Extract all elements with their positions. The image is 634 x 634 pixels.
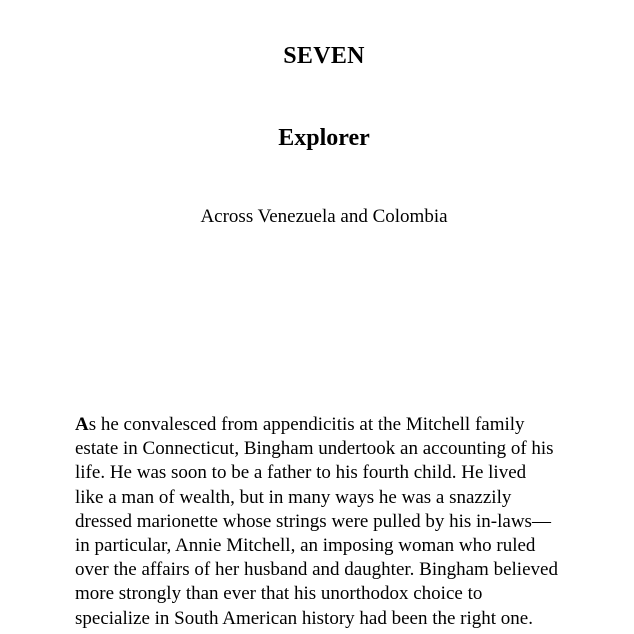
paragraph-line: like a man of wealth, but in many ways he was a snazzily <box>75 486 512 508</box>
chapter-subtitle: Across Venezuela and Colombia <box>200 206 448 227</box>
chapter-number: SEVEN <box>283 43 365 69</box>
paragraph-line: life. He was soon to be a father to his fourth child. He lived <box>75 462 527 484</box>
paragraph-line: estate in Connecticut, Bingham undertook an accounting of his <box>75 438 554 460</box>
paragraph-line: specialize in South American history had been the right one. <box>75 607 533 629</box>
paragraph-line <box>75 413 595 437</box>
paragraph-line: over the affairs of her husband and daughter. Bingham believed <box>75 559 558 581</box>
body-paragraph <box>75 413 595 631</box>
paragraph-line-text: s he convalesced from appendicitis at the Mitchell family <box>88 414 525 435</box>
paragraph-line: dressed marionette whose strings were pulled by his in-laws— <box>75 510 551 532</box>
chapter-title: Explorer <box>278 125 370 151</box>
paragraph-line: more strongly than ever that his unorthodox choice to <box>75 583 483 605</box>
drop-cap-letter: A <box>75 414 89 435</box>
paragraph-line: in particular, Annie Mitchell, an imposing woman who ruled <box>75 535 536 557</box>
